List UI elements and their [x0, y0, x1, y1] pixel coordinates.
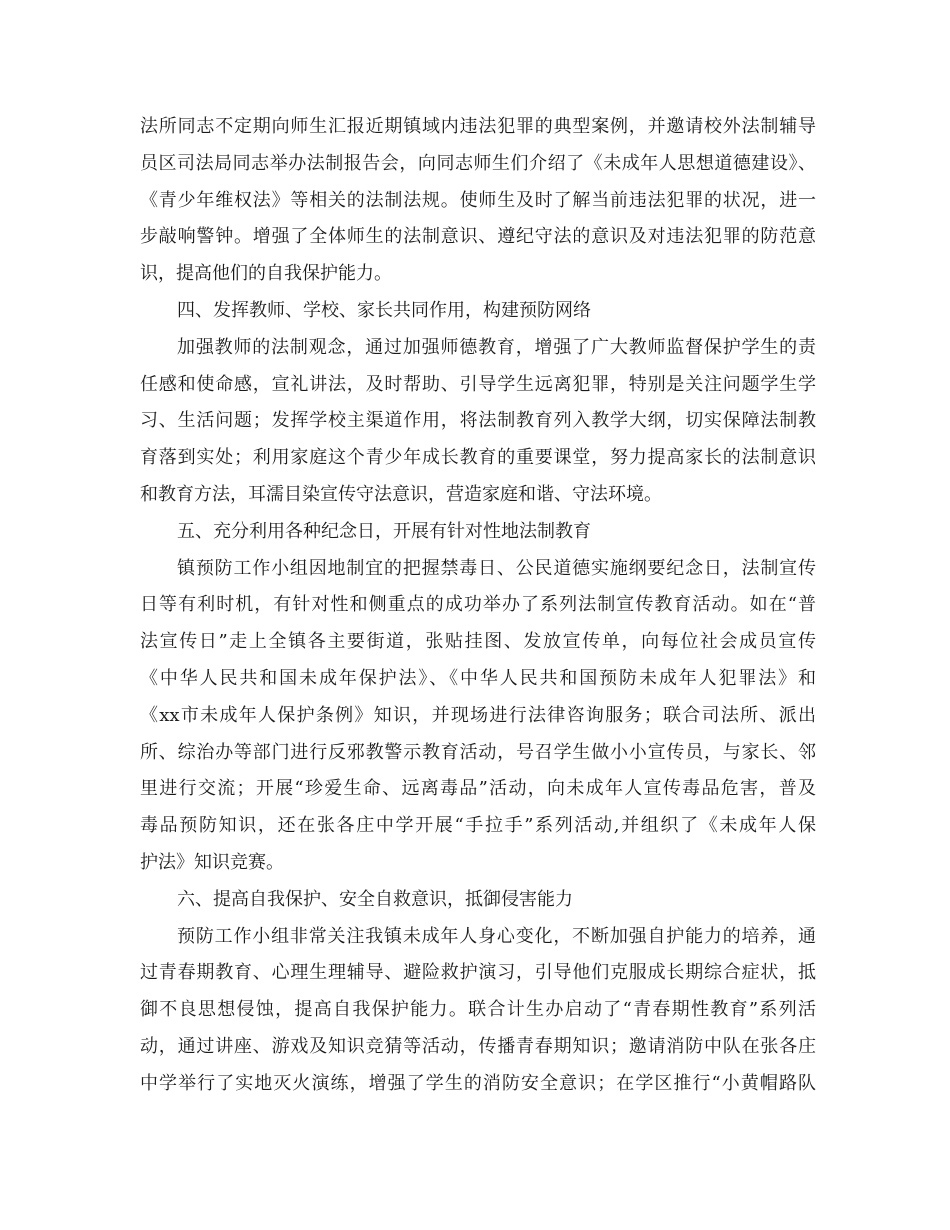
text-line: 预防工作小组非常关注我镇未成年人身心变化，不断加强自护能力的培养，通 — [177, 925, 816, 947]
text-line: 加强教师的法制观念，通过加强师德教育，增强了广大教师监督保护学生的责 — [177, 336, 816, 358]
text-line: 和教育方法，耳濡目染宣传守法意识，营造家庭和谐、守法环境。 — [140, 483, 662, 505]
text-line: 《青少年维权法》等相关的法制法规。使师生及时了解当前违法犯罪的状况，进一 — [140, 189, 816, 211]
text-line: 日等有利时机，有针对性和侧重点的成功举办了系列法制宣传教育活动。如在“普 — [140, 594, 816, 616]
section-heading: 六、提高自我保护、安全自救意识，抵御侵害能力 — [177, 888, 573, 910]
section-heading: 五、充分利用各种纪念日，开展有针对性地法制教育 — [177, 520, 591, 542]
text-line: 任感和使命感，宣礼讲法，及时帮助、引导学生远离犯罪，特别是关注问题学生学 — [140, 373, 816, 395]
text-line: 中学举行了实地灭火演练，增强了学生的消防安全意识；在学区推行“小黄帽路队 — [140, 1072, 816, 1094]
document-page — [140, 109, 816, 1103]
text-line: 御不良思想侵蚀，提高自我保护能力。联合计生办启动了“青春期性教育”系列活 — [140, 999, 816, 1021]
text-line: 员区司法局同志举办法制报告会，向同志师生们介绍了《未成年人思想道德建设》、 — [140, 152, 816, 174]
text-line: 法所同志不定期向师生汇报近期镇域内违法犯罪的典型案例，并邀请校外法制辅导 — [140, 116, 816, 137]
text-line: 识，提高他们的自我保护能力。 — [140, 263, 392, 285]
text-line: 毒品预防知识，还在张各庄中学开展“手拉手”系列活动,并组织了《未成年人保 — [140, 815, 816, 837]
text-line: 里进行交流；开展“珍爱生命、远离毒品”活动，向未成年人宣传毒品危害，普及 — [140, 778, 816, 800]
text-line: 《中华人民共和国未成年保护法》、《中华人民共和国预防未成年人犯罪法》和 — [140, 667, 816, 689]
text-line: 所、综治办等部门进行反邪教警示教育活动，号召学生做小小宣传员，与家长、邻 — [140, 741, 816, 763]
section-heading: 四、发挥教师、学校、家长共同作用，构建预防网络 — [177, 299, 591, 321]
text-line: 法宣传日”走上全镇各主要街道，张贴挂图、发放宣传单，向每位社会成员宣传 — [140, 631, 816, 653]
text-line: 过青春期教育、心理生理辅导、避险救护演习，引导他们克服成长期综合症状，抵 — [140, 962, 816, 984]
text-line: 步敲响警钟。增强了全体师生的法制意识、遵纪守法的意识及对违法犯罪的防范意 — [140, 226, 816, 248]
text-line: 镇预防工作小组因地制宜的把握禁毒日、公民道德实施纲要纪念日，法制宣传 — [177, 557, 816, 579]
text-line: 习、生活问题；发挥学校主渠道作用，将法制教育列入教学大纲，切实保障法制教 — [140, 410, 816, 432]
text-line: 育落到实处；利用家庭这个青少年成长教育的重要课堂，努力提高家长的法制意识 — [140, 447, 816, 469]
text-line: 动，通过讲座、游戏及知识竞猜等活动，传播青春期知识；邀请消防中队在张各庄 — [140, 1035, 816, 1057]
text-line: 护法》知识竞赛。 — [140, 851, 284, 873]
text-line: 《xx市未成年人保护条例》知识，并现场进行法律咨询服务；联合司法所、派出 — [140, 704, 816, 726]
